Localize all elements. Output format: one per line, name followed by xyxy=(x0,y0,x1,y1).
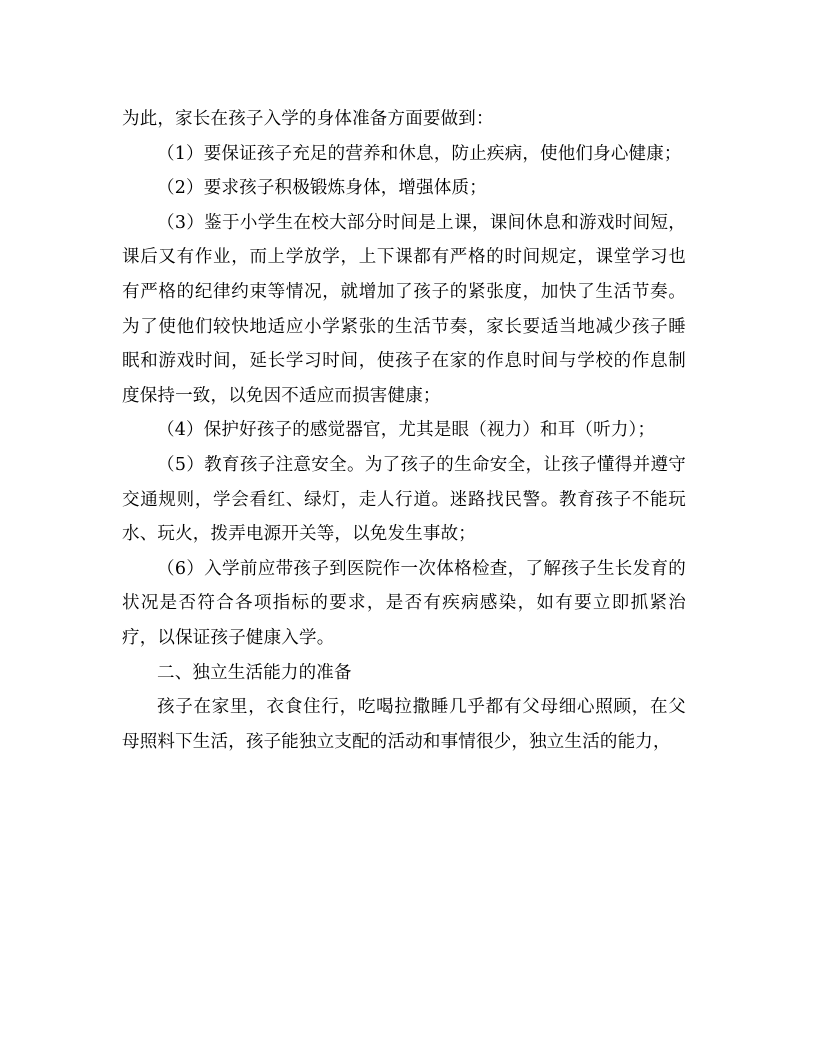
section-heading: 二、独立生活能力的准备 xyxy=(157,662,352,683)
paragraph-item-4: （4）保护好孩子的感觉器官，尤其是眼（视力）和耳（听力）； xyxy=(157,420,656,441)
paragraph-item-5: （5）教育孩子注意安全。为了孩子的生命安全，让孩子懂得并遵守交通规则，学会看红、绿灯，走人行道。迷路找民警。教育孩子不能玩水、玩火，拨弄电源开关等，以免发生事故； xyxy=(122,454,686,545)
paragraph-item-2: （2）要求孩子积极锻炼身体，增强体质； xyxy=(157,178,487,199)
paragraph-section-body: 孩子在家里，衣食住行，吃喝拉撒睡几乎都有父母细心照顾，在父母照料下生活，孩子能独立支配的活动和事情很少，独立生活的能力， xyxy=(122,697,686,752)
paragraph-item-1: （1）要保证孩子充足的营养和休息，防止疾病，使他们身心健康； xyxy=(157,143,682,164)
paragraph-intro: 为此，家长在孩子入学的身体准备方面要做到： xyxy=(122,109,494,129)
paragraph-item-3: （3）鉴于小学生在校大部分时间是上课，课间休息和游戏时间短，课后又有作业，而上学放学，上下课都有严格的时间规定，课堂学习也有严格的纪律约束等情况，就增加了孩子的紧张度，加快了生活节奏。为了使他们较快地适应小学紧张的生活节奏，家长要适当地减少孩子睡眠和游戏时间，延长学习时间，使孩子在家的作息时间与学校的作息制度保持一致，以免因不适应而损害健康； xyxy=(122,212,686,406)
document-body xyxy=(122,102,686,759)
paragraph-item-6: （6）入学前应带孩子到医院作一次体格检查，了解孩子生长发育的状况是否符合各项指标的要求，是否有疾病感染，如有要立即抓紧治疗，以保证孩子健康入学。 xyxy=(122,558,686,648)
